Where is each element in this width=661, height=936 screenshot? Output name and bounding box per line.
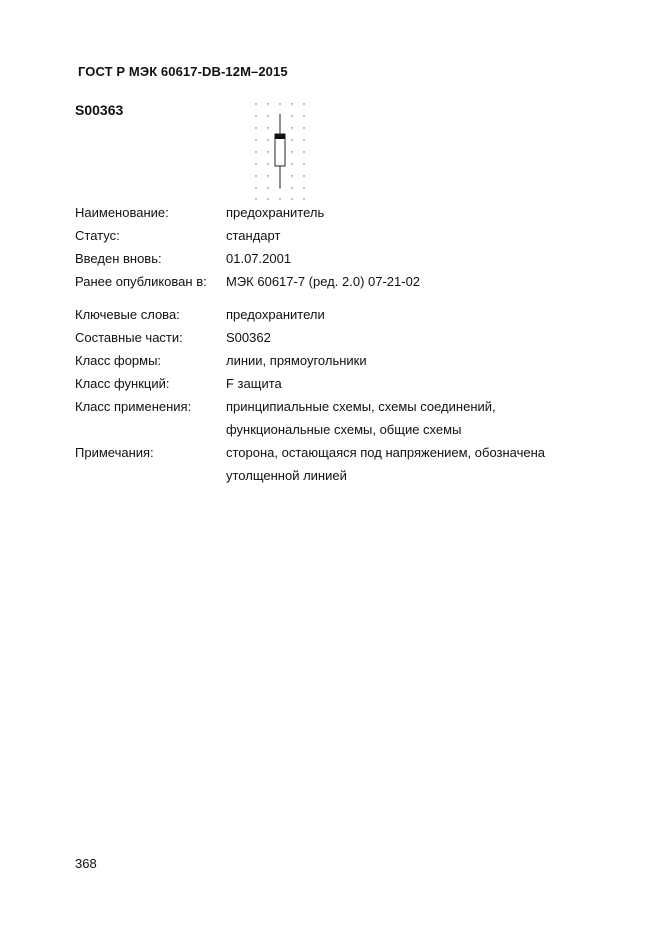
field-value: функциональные схемы, общие схемы: [226, 422, 462, 437]
field-label: Класс формы:: [75, 353, 162, 368]
field-value: предохранители: [226, 307, 325, 322]
field-value: стандарт: [226, 228, 281, 243]
fuse-symbol-icon: [252, 100, 312, 202]
field-label: Введен вновь:: [75, 251, 162, 266]
field-label: Ключевые слова:: [75, 307, 180, 322]
field-label: Наименование:: [75, 205, 169, 220]
page-number: 368: [75, 856, 97, 871]
field-value: линии, прямоугольники: [226, 353, 367, 368]
field-label: Класс функций:: [75, 376, 170, 391]
field-value: утолщенной линией: [226, 468, 347, 483]
field-value: S00362: [226, 330, 271, 345]
field-label: Примечания:: [75, 445, 154, 460]
field-label: Составные части:: [75, 330, 183, 345]
document-header: ГОСТ Р МЭК 60617-DB-12M–2015: [78, 64, 288, 79]
field-label: Класс применения:: [75, 399, 192, 414]
field-label: Ранее опубликован в:: [75, 274, 207, 289]
field-value: F защита: [226, 376, 282, 391]
field-value: принципиальные схемы, схемы соединений,: [226, 399, 496, 414]
field-value: МЭК 60617-7 (ред. 2.0) 07-21-02: [226, 274, 421, 289]
symbol-code: S00363: [75, 102, 124, 118]
field-value: сторона, остающаяся под напряжением, обозначена: [226, 445, 546, 460]
field-value: предохранитель: [226, 205, 325, 220]
field-label: Статус:: [75, 228, 120, 243]
field-value: 01.07.2001: [226, 251, 292, 266]
